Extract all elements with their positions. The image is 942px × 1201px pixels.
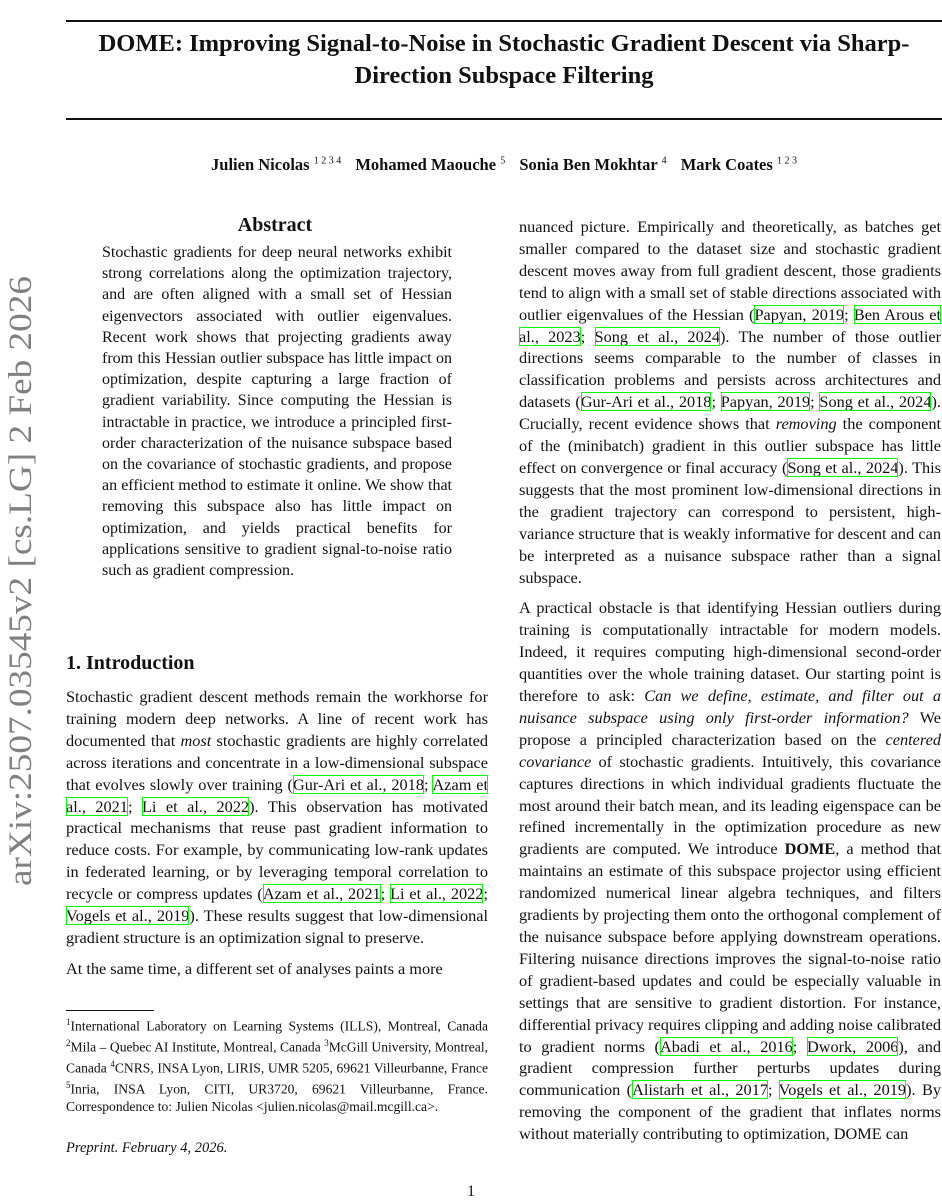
arxiv-id-text: arXiv:2507.03545v2 [cs.LG] 2 Feb 2026 (3, 345, 39, 886)
abstract-text: Stochastic gradients for deep neural networks exhibit strong correlations along the optimization trajectory, and are often aligned with a small set of Hessian eigenvectors associated with outlier eigenvalues. Recent work shows that projecting gradients away from this Hessian outlier subspace has little impact on optimization, despite capturing a large fraction of gradient variability. Since computing the Hessian is intractable in practice, we introduce a principled first-order characterization of the nuisance subspace based on the covariance of stochastic gradients, and propose an efficient method to estimate it online. We show that removing this subspace also has little impact on optimization, and yields practical benefits for applications sensitive to gradient signal-to-noise ratio such as gradient compression. (102, 244, 452, 580)
footnote-rule (66, 1010, 154, 1011)
citation-link[interactable]: Alistarh et al., 2017 (632, 1080, 768, 1100)
citation-link[interactable]: Song et al., 2024 (594, 326, 720, 346)
author-name: Julien Nicolas (211, 155, 310, 174)
author (211, 155, 341, 174)
emphasis: Can we define, estimate, and filter out a nuisance subspace using only first-order information? (519, 686, 941, 727)
abstract-heading: Abstract (237, 214, 313, 236)
emphasis: removing (775, 414, 837, 434)
citation-link[interactable]: Vogels et al., 2019 (778, 1080, 907, 1100)
citation-link[interactable]: Ben Arous et al., 2023 (519, 304, 941, 346)
emphasis: most (180, 730, 212, 750)
page-number: 1 (467, 1183, 475, 1200)
abstract-body (102, 242, 452, 581)
citation-link[interactable]: Vogels et al., 2019 (66, 906, 190, 926)
title-bottom-rule (66, 118, 942, 120)
citation-link[interactable]: Papyan, 2019 (754, 304, 845, 324)
intro-paragraph-1: Stochastic gradient descent methods remain the workhorse for training modern deep networks. A line of recent work has documented that most stochastic gradients are highly correlated across iterations and concentrate in a low-dimensional subspace that evolves slowly over training (Gur-Ari et al., 2018; Azam et al., 2021; Li et al., 2022). This observation has motivated practical mechanisms that reuse past gradient information to reduce costs. For example, by communicating low-rank updates in federated learning, or by leveraging temporal correlation to recycle or compress updates (Azam et al., 2021; Li et al., 2022; Vogels et al., 2019). These results suggest that low-dimensional gradient structure is an optimization signal to preserve. (66, 687, 488, 947)
preprint-date: Preprint. February 4, 2026. (66, 1140, 228, 1156)
citation-link[interactable]: Papyan, 2019 (720, 392, 811, 412)
author-list (66, 155, 942, 175)
section-heading-introduction: 1. Introduction (66, 652, 195, 674)
right-column (519, 216, 941, 1145)
intro-paragraph-2-start: At the same time, a different set of analyses paints a more (66, 958, 443, 978)
author-name: Mark Coates (680, 155, 773, 174)
intro-paragraph-2-cont: nuanced picture. Empirically and theoretically, as batches get smaller compared to the dataset size and stochastic gradient descent moves away from full gradient descent, those gradients tend to align with a small set of stable directions associated with outlier eigenvalues of the Hessian (Papyan, 2019; Ben Arous et al., 2023; Song et al., 2024). The number of those outlier directions seems comparable to the number of classes in classification problems and persists across architectures and datasets (Gur-Ari et al., 2018; Papyan, 2019; Song et al., 2024). Crucially, recent evidence shows that removing the component of the (minibatch) gradient in this outlier subspace has little effect on convergence or final accuracy (Song et al., 2024). This suggests that the most prominent low-dimensional directions in the gradient trajectory can correspond to persistent, high-variance structure that is weakly informative for descent and can be interpreted as a nuisance subspace rather than a signal subspace. (519, 217, 942, 587)
author-affiliations: 4 (661, 155, 667, 167)
author (681, 155, 797, 174)
citation-link[interactable]: Li et al., 2022 (141, 796, 250, 816)
citation-link[interactable]: Li et al., 2022 (390, 884, 484, 904)
citation-link[interactable]: Gur-Ari et al., 2018 (580, 392, 712, 412)
author-affiliations: 1 2 3 4 (313, 155, 342, 167)
citation-link[interactable]: Song et al., 2024 (787, 457, 899, 477)
method-name: DOME (784, 839, 836, 859)
citation-link[interactable]: Dwork, 2006 (806, 1036, 899, 1056)
author (519, 155, 666, 174)
author-affiliations: 5 (500, 155, 506, 167)
citation-link[interactable]: Azam et al., 2021 (66, 774, 488, 816)
author (355, 155, 505, 174)
citation-link[interactable]: Azam et al., 2021 (262, 884, 381, 904)
citation-link[interactable]: Abadi et al., 2016 (659, 1036, 793, 1056)
emphasis: centered covariance (519, 729, 941, 771)
affiliation-footnote: $^1$International Laboratory on Learning Systems (ILLS), Montreal, Canada $^2$Mila – Quebec AI Institute, Montreal, Canada $^3$McGill University, Montreal, Canada $^4$CNRS, INSA Lyon, LIRIS, UMR 5205, 69621 Villeurbanne, France $^5$Inria, INSA Lyon, CITI, UR3720, 69621 Villeurbanne, France. Correspondence to: Julien Nicolas <julien.nicolas@mail.mcgill.ca>. (66, 1017, 488, 1115)
author-affiliations: 1 2 3 (776, 155, 797, 167)
arxiv-stamp (0, 0, 40, 1200)
left-column (66, 686, 488, 980)
author-name: Sonia Ben Mokhtar (519, 155, 658, 174)
top-rule (66, 20, 942, 22)
citation-link[interactable]: Gur-Ari et al., 2018 (292, 774, 424, 794)
intro-paragraph-3: A practical obstacle is that identifying Hessian outliers during training is computationally intractable for modern models. Indeed, it requires computing high-dimensional second-order quantities over the whole training dataset. Our starting point is therefore to ask: Can we define, estimate, and filter out a nuisance subspace using only first-order information? We propose a principled characterization based on the centered covariance of stochastic gradients. Intuitively, this covariance captures directions in which individual gradients fluctuate the most around their batch mean, and its leading eigenspace can be refined incrementally in the optimization procedure as new gradients are computed. We introduce DOME, a method that maintains an estimate of this subspace projector using efficient randomized numerical linear algebra techniques, and filters gradients by projecting them onto the orthogonal complement of the nuisance subspace before applying downstream operations. Filtering nuisance directions improves the signal-to-noise ratio of gradient-based updates and could be especially valuable in settings that are sensitive to gradient distortion. For instance, differential privacy requires clipping and adding noise calibrated to gradient norms (Abadi et al., 2016; Dwork, 2006), and gradient compression further perturbs updates during communication (Alistarh et al., 2017; Vogels et al., 2019). By removing the component of the gradient that inflates norms without materially contributing to optimization, DOME can (519, 598, 942, 1144)
paper-title: DOME: Improving Signal-to-Noise in Stochastic Gradient Descent via Sharp-Direction Subspace Filtering (98, 30, 910, 89)
citation-link[interactable]: Song et al., 2024 (819, 392, 932, 412)
author-name: Mohamed Maouche (355, 155, 497, 174)
